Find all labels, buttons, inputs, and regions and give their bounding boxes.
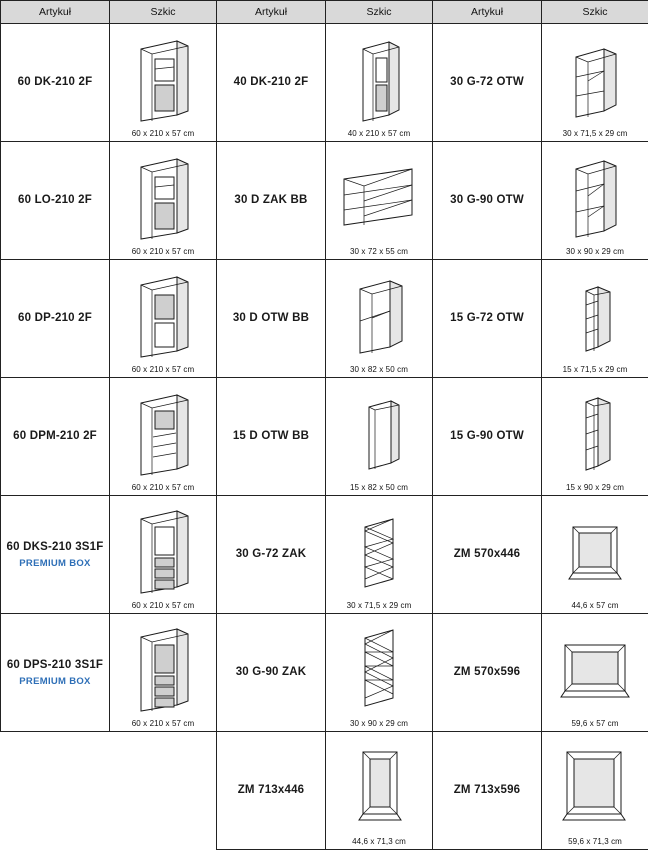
table-row: [1, 614, 648, 732]
article-cell: [1, 24, 110, 142]
sketch-cell: [326, 614, 433, 732]
table-row: [1, 378, 648, 496]
article-cell: [217, 378, 326, 496]
sketch-cell: [542, 378, 648, 496]
article-cell: [1, 260, 110, 378]
table-row: [1, 496, 648, 614]
table-row: [1, 24, 648, 142]
table-row: [1, 142, 648, 260]
header-article-1: Artykuł: [1, 1, 110, 24]
panel-frame-wide-icon: [542, 618, 648, 719]
dimension-label: 60 x 210 x 57 cm: [132, 129, 195, 141]
cabinet-tall-2f-icon: [110, 28, 216, 129]
article-code: 15 G-90 OTW: [437, 429, 537, 443]
sketch-cell: [110, 496, 217, 614]
sketch-cell: [326, 260, 433, 378]
article-code: 60 LO-210 2F: [5, 193, 105, 207]
wall-open-slim-90-icon: [542, 382, 648, 483]
wall-open-90-icon: [542, 146, 648, 247]
article-code: 30 D ZAK BB: [221, 193, 321, 207]
cabinet-tall-shelves-icon: [110, 382, 216, 483]
sketch-cell: [326, 732, 433, 850]
dimension-label: 15 x 71,5 x 29 cm: [563, 365, 628, 377]
article-code: ZM 570x596: [437, 665, 537, 679]
table-row: [1, 260, 648, 378]
cabinet-tall-narrow-icon: [326, 28, 432, 129]
header-sketch-3: Szkic: [542, 1, 648, 24]
sketch-cell: [110, 614, 217, 732]
article-code: 60 DPS-210 3S1F: [5, 658, 105, 672]
cabinet-tall-2f-icon: [110, 146, 216, 247]
dimension-label: 59,6 x 71,3 cm: [568, 837, 622, 849]
cabinet-tall-drawers-icon: [110, 500, 216, 601]
article-cell: [433, 260, 542, 378]
header-article-3: Artykuł: [433, 1, 542, 24]
table-header-row: [1, 1, 648, 24]
sketch-cell: [110, 378, 217, 496]
panel-frame-tall-icon: [326, 736, 432, 837]
sketch-cell: [542, 732, 648, 850]
sketch-cell: [542, 260, 648, 378]
open-shelf-unit-icon: [326, 264, 432, 365]
article-cell: [1, 614, 110, 732]
article-code: 15 D OTW BB: [221, 429, 321, 443]
sketch-cell: [542, 24, 648, 142]
dimension-label: 15 x 90 x 29 cm: [566, 483, 624, 495]
dimension-label: 40 x 210 x 57 cm: [348, 129, 411, 141]
sketch-cell: [110, 24, 217, 142]
dimension-label: 59,6 x 57 cm: [571, 719, 618, 731]
sketch-cell: [326, 24, 433, 142]
article-code: 60 DP-210 2F: [5, 311, 105, 325]
article-code: 30 G-72 OTW: [437, 75, 537, 89]
article-code: 30 G-90 OTW: [437, 193, 537, 207]
article-cell: [433, 732, 542, 850]
header-sketch-1: Szkic: [110, 1, 217, 24]
sketch-cell: [542, 496, 648, 614]
header-article-2: Artykuł: [217, 1, 326, 24]
article-cell: [433, 614, 542, 732]
article-cell: [217, 732, 326, 850]
article-cell: [433, 496, 542, 614]
wall-corner-72-icon: [326, 500, 432, 601]
table-row: [1, 732, 648, 850]
article-code: ZM 570x446: [437, 547, 537, 561]
article-code: 30 G-72 ZAK: [221, 547, 321, 561]
header-sketch-2: Szkic: [326, 1, 433, 24]
panel-frame-large-icon: [542, 736, 648, 837]
article-code: ZM 713x596: [437, 783, 537, 797]
article-code: 60 DKS-210 3S1F: [5, 540, 105, 554]
article-code: 30 G-90 ZAK: [221, 665, 321, 679]
article-cell: [217, 614, 326, 732]
dimension-label: 44,6 x 71,3 cm: [352, 837, 406, 849]
article-subtitle: PREMIUM BOX: [5, 676, 105, 687]
article-code: 60 DPM-210 2F: [5, 429, 105, 443]
dimension-label: 30 x 71,5 x 29 cm: [563, 129, 628, 141]
article-cell: [217, 260, 326, 378]
dimension-label: 60 x 210 x 57 cm: [132, 719, 195, 731]
dimension-label: 15 x 82 x 50 cm: [350, 483, 408, 495]
dimension-label: 60 x 210 x 57 cm: [132, 601, 195, 613]
article-cell: [433, 142, 542, 260]
dimension-label: 60 x 210 x 57 cm: [132, 247, 195, 259]
dimension-label: 60 x 210 x 57 cm: [132, 365, 195, 377]
article-code: 15 G-72 OTW: [437, 311, 537, 325]
article-subtitle: PREMIUM BOX: [5, 558, 105, 569]
cabinet-tall-drawers-icon: [110, 618, 216, 719]
sketch-cell: [326, 378, 433, 496]
wall-open-slim-72-icon: [542, 264, 648, 365]
dimension-label: 30 x 72 x 55 cm: [350, 247, 408, 259]
article-cell: [1, 496, 110, 614]
empty-cell: [110, 732, 217, 850]
empty-cell: [1, 732, 110, 850]
article-cell: [217, 142, 326, 260]
article-cell: [217, 24, 326, 142]
sketch-cell: [110, 142, 217, 260]
article-code: 60 DK-210 2F: [5, 75, 105, 89]
dimension-label: 30 x 71,5 x 29 cm: [347, 601, 412, 613]
wall-open-72-icon: [542, 28, 648, 129]
article-code: ZM 713x446: [221, 783, 321, 797]
article-cell: [1, 378, 110, 496]
sketch-cell: [326, 496, 433, 614]
corner-open-shelf-icon: [326, 146, 432, 247]
open-shelf-slim-icon: [326, 382, 432, 483]
cabinet-tall-2f-icon: [110, 264, 216, 365]
article-code: 40 DK-210 2F: [221, 75, 321, 89]
sketch-cell: [326, 142, 433, 260]
dimension-label: 30 x 90 x 29 cm: [350, 719, 408, 731]
sketch-cell: [542, 614, 648, 732]
article-code: 30 D OTW BB: [221, 311, 321, 325]
article-cell: [433, 24, 542, 142]
article-cell: [1, 142, 110, 260]
dimension-label: 30 x 90 x 29 cm: [566, 247, 624, 259]
dimension-label: 30 x 82 x 50 cm: [350, 365, 408, 377]
wall-corner-90-icon: [326, 618, 432, 719]
dimension-label: 60 x 210 x 57 cm: [132, 483, 195, 495]
panel-frame-small-icon: [542, 500, 648, 601]
sketch-cell: [110, 260, 217, 378]
sketch-cell: [542, 142, 648, 260]
article-cell: [217, 496, 326, 614]
article-cell: [433, 378, 542, 496]
dimension-label: 44,6 x 57 cm: [571, 601, 618, 613]
